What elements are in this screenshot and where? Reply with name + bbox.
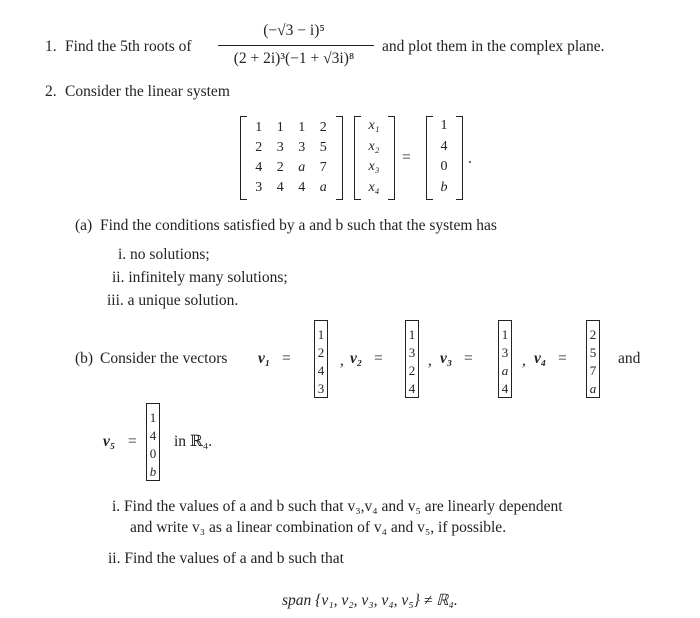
span-condition: span {v₁, v₂, v₃, v₄, v₅} ≠ ℝ₄.: [282, 592, 458, 609]
q1-number: 1.: [45, 38, 57, 55]
in-r4: in ℝ₄.: [174, 433, 213, 450]
q1-text-b: and plot them in the complex plane.: [382, 38, 605, 55]
vector-entry: 4: [317, 362, 325, 378]
vector-entry: 1: [501, 327, 509, 343]
rhs-right-bracket: [456, 116, 463, 200]
vector-entry: 3: [408, 344, 416, 360]
v1-vector: [314, 320, 328, 398]
vector-entry: 2: [589, 327, 597, 343]
part-b-item-ii: ii. Find the values of a and b such that: [108, 550, 344, 567]
period: .: [468, 150, 472, 167]
matrix-cell: 2: [276, 160, 284, 175]
matrix-left-bracket: [240, 116, 247, 200]
vector-entry: a: [501, 362, 509, 378]
matrix-cell: 4: [298, 180, 306, 195]
v1-label: v₁: [258, 350, 271, 367]
vector-entry: 4: [149, 427, 157, 443]
vector-entry: b: [149, 463, 157, 479]
unknown: x₃: [368, 159, 380, 175]
part-a-label: (a): [75, 217, 93, 234]
q1-numerator: (−√3 − i)⁵: [263, 22, 325, 39]
v3-label: v₃: [440, 350, 453, 367]
document-page: 1. Find the 5th roots of (−√3 − i)⁵ (2 + 2i)³(−1 + √3i)⁸ and plot them in the complex plane. 2. Consider the linear system 1 1 1 2 2 3 3 5 4 2 a 7 3 4 4 a x₁ x₂ x₃ x₄ = 1 4 0 b . (a) Find the conditions satisfied by a and b such that the system has i. no solutions; ii. infinitely many solutions; iii. a unique solution. (b) Consider the vectors v₁ = 1 2 4 3 , v₂ = 1 3 2 4 , v₃ = 1 3 a 4 , v₄ = 2 5 7 a and v₅ = 1 4 0 b in ℝ₄. i. Find the values of a and b such that v₃,v₄ and v₅ are linearly dependent and write v₃ as a linear combination of v₄ and v₅, if possible. ii. Find the values of a and b such that span {v₁, v₂, v₃, v₄, v₅} ≠ ℝ₄.: [45, 22, 641, 609]
rhs-value: 1: [440, 118, 448, 134]
part-a-text: Find the conditions satisfied by a and b such that the system has: [100, 217, 497, 234]
vector-entry: 0: [149, 445, 157, 461]
matrix-cell: a: [319, 180, 327, 195]
vector-entry: 3: [501, 344, 509, 360]
v2-vector: [405, 320, 419, 398]
and-word: and: [618, 350, 641, 367]
rhs-value: 4: [440, 138, 448, 154]
vector-entry: 2: [408, 362, 416, 378]
rhs-value: b: [440, 179, 448, 195]
v4-label: v₄: [534, 350, 547, 367]
matrix-cell: 3: [276, 140, 284, 155]
part-b-text: Consider the vectors: [100, 350, 228, 367]
vector-entry: 1: [408, 327, 416, 343]
vector-entry: 4: [501, 380, 509, 396]
matrix-cell: 1: [255, 120, 263, 135]
matrix-cell: a: [298, 160, 306, 175]
matrix-cell: 2: [255, 140, 263, 155]
matrix-cell: 1: [276, 120, 284, 135]
unknown: x₂: [368, 138, 380, 154]
matrix-cell: 2: [319, 120, 327, 135]
part-a-item-iii: iii. a unique solution.: [107, 292, 239, 309]
fraction-bar: [218, 45, 374, 46]
vector-entry: 2: [317, 344, 325, 360]
matrix-cell: 3: [255, 180, 263, 195]
equals-sign: =: [402, 149, 411, 166]
vector-entry: 1: [149, 410, 157, 426]
unknowns-right-bracket: [388, 116, 395, 200]
vector-entry: 5: [589, 344, 597, 360]
matrix-cell: 4: [255, 160, 263, 175]
unknowns-vector: [360, 116, 388, 198]
matrix-cell: 1: [298, 120, 306, 135]
part-b-item-i-line1: i. Find the values of a and b such that v₃,v₄ and v₅ are linearly dependent: [112, 498, 563, 515]
rhs-value: 0: [440, 159, 448, 175]
rhs-vector: [432, 116, 456, 198]
part-a-item-ii: ii. infinitely many solutions;: [112, 269, 288, 286]
matrix-cell: 7: [319, 160, 327, 175]
v2-label: v₂: [350, 350, 363, 367]
q1-denominator: (2 + 2i)³(−1 + √3i)⁸: [233, 50, 355, 67]
unknown: x₁: [368, 118, 380, 134]
coefficient-matrix: [248, 121, 334, 195]
vector-entry: a: [589, 380, 597, 396]
part-b-item-i-line2: and write v₃ as a linear combination of v₄ and v₅, if possible.: [130, 519, 507, 536]
matrix-cell: 4: [276, 180, 284, 195]
v5-vector: [146, 403, 160, 481]
q1-text-a: Find the 5th roots of: [65, 38, 192, 55]
matrix-right-bracket: [336, 116, 343, 200]
q2-number: 2.: [45, 83, 57, 100]
v4-vector: [586, 320, 600, 398]
unknown: x₄: [368, 179, 380, 195]
vector-entry: 4: [408, 380, 416, 396]
v5-label: v₅: [103, 433, 116, 450]
q2-intro: Consider the linear system: [65, 83, 230, 100]
matrix-cell: 5: [319, 140, 327, 155]
v3-vector: [498, 320, 512, 398]
vector-entry: 7: [589, 362, 597, 378]
part-b-label: (b): [75, 350, 94, 367]
matrix-cell: 3: [298, 140, 306, 155]
vector-entry: 3: [317, 380, 325, 396]
vector-entry: 1: [317, 327, 325, 343]
part-a-item-i: i. no solutions;: [118, 246, 210, 263]
